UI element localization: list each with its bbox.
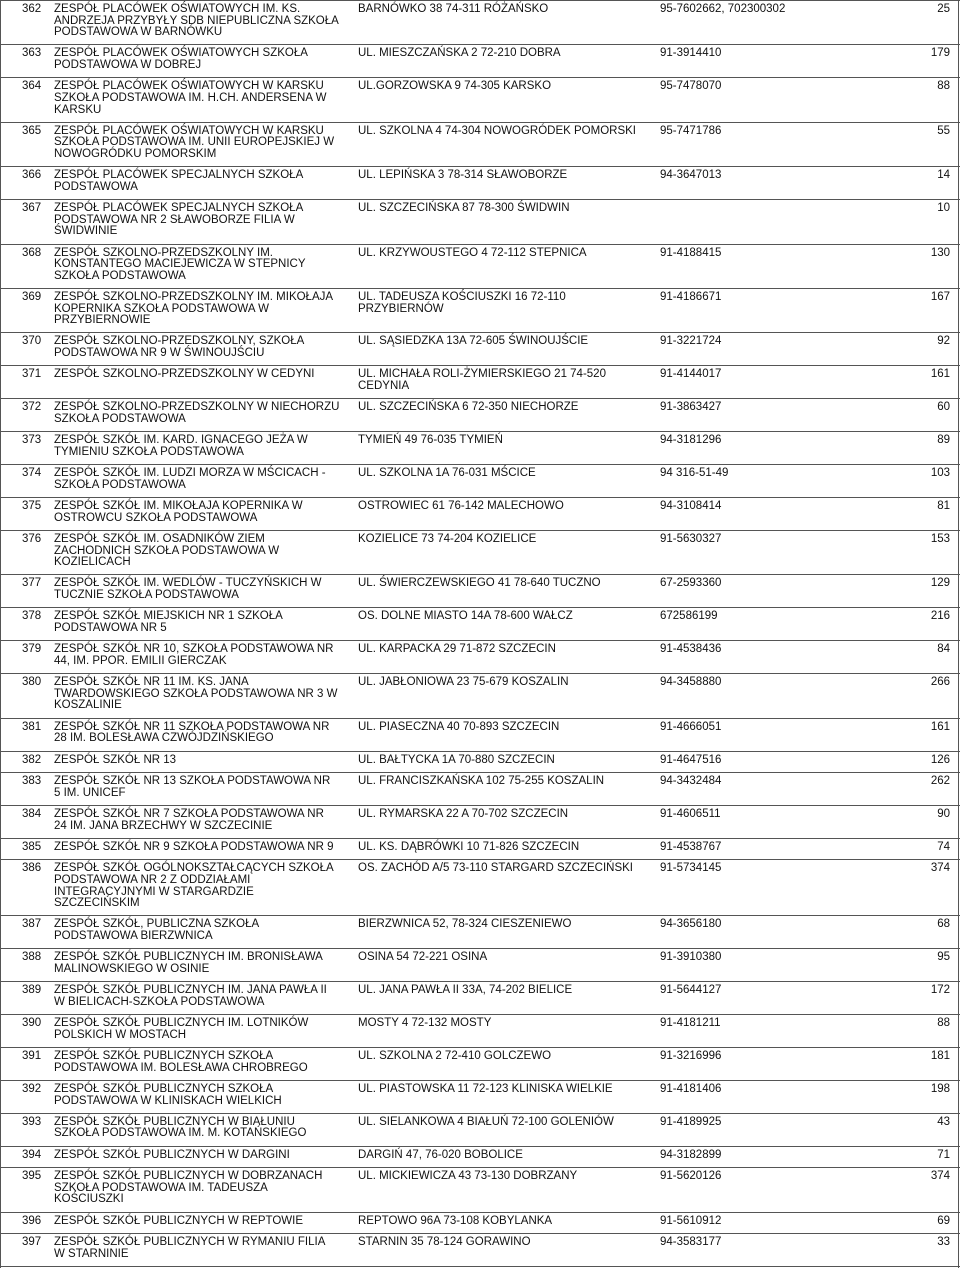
- school-phone: 91-3221724: [660, 335, 722, 348]
- student-count: 68: [937, 918, 950, 931]
- school-name: ZESPÓŁ SZKÓŁ NR 11 SZKOŁA PODSTAWOWA NR 28 IM. BOLESŁAWA CZWÓJDZIŃSKIEGO: [54, 720, 330, 745]
- student-count: 216: [930, 610, 950, 623]
- school-name: ZESPÓŁ SZKOLNO-PRZEDSZKOLNY IM. KONSTANTEGO MACIEJEWICZA W STEPNICY SZKOŁA PODSTAWOWA: [54, 246, 306, 282]
- table-row: [0, 574, 960, 607]
- school-address: UL. MICKIEWICZA 43 73-130 DOBRZANY: [358, 1170, 578, 1183]
- table-row: [0, 1014, 960, 1047]
- school-name: ZESPÓŁ SZKÓŁ IM. OSADNIKÓW ZIEM ZACHODNICH SZKOŁA PODSTAWOWA W KOZIELICACH: [54, 533, 280, 569]
- row-number: 370: [22, 335, 42, 348]
- school-phone: 91-4144017: [660, 368, 722, 381]
- school-name: ZESPÓŁ SZKÓŁ NR 10, SZKOŁA PODSTAWOWA NR 44, IM. PPOR. EMILII GIERCZAK: [54, 643, 334, 667]
- row-number: 382: [22, 753, 42, 766]
- school-phone: 94-3182899: [660, 1148, 722, 1161]
- school-name: ZESPÓŁ PLACÓWEK SPECJALNYCH SZKOŁA PODSTAWOWA: [54, 169, 304, 193]
- table-row: [0, 1146, 960, 1167]
- school-address: UL. SZKOLNA 2 72-410 GOLCZEWO: [358, 1049, 552, 1062]
- row-number: 396: [22, 1214, 42, 1227]
- student-count: 25: [937, 3, 950, 15]
- school-address: UL. MIESZCZAŃSKA 2 72-210 DOBRA: [358, 47, 561, 60]
- student-count: 89: [937, 434, 950, 447]
- school-name: ZESPÓŁ PLACÓWEK OŚWIATOWYCH IM. KS. ANDRZEJA PRZYBYŁY SDB NIEPUBLICZNA SZKOŁA PODSTAWOWA W BARNÓWKU: [54, 3, 339, 39]
- student-count: 95: [937, 951, 950, 964]
- school-phone: 91-4181406: [660, 1082, 722, 1095]
- school-phone: 67-2593360: [660, 577, 722, 590]
- table-row: [0, 44, 960, 77]
- row-number: 384: [22, 807, 42, 820]
- table-row: [0, 718, 960, 751]
- student-count: 198: [930, 1082, 950, 1095]
- table-row: [0, 1233, 960, 1266]
- school-address: MOSTY 4 72-132 MOSTY: [358, 1017, 492, 1030]
- school-name: ZESPÓŁ SZKÓŁ PUBLICZNYCH W RYMANIU FILIA W STARNINIE: [54, 1236, 326, 1260]
- table-row: [0, 772, 960, 805]
- school-phone: 91-3216996: [660, 1049, 722, 1062]
- school-phone: 91-4666051: [660, 720, 722, 733]
- school-address: UL. BAŁTYCKA 1A 70-880 SZCZECIN: [358, 753, 555, 766]
- student-count: 103: [930, 467, 950, 480]
- table-row: [0, 365, 960, 398]
- school-name: ZESPÓŁ PLACÓWEK OŚWIATOWYCH W KARSKU SZKOŁA PODSTAWOWA IM. H.CH. ANDERSENA W KARSKU: [54, 80, 327, 116]
- school-address: KOZIELICE 73 74-204 KOZIELICE: [358, 533, 537, 546]
- school-name: ZESPÓŁ SZKÓŁ PUBLICZNYCH W DARGINI: [54, 1148, 290, 1161]
- row-number: 367: [22, 202, 42, 215]
- student-count: 266: [930, 676, 950, 689]
- school-phone: 91-4188415: [660, 246, 722, 259]
- school-phone: 94-3458880: [660, 676, 722, 689]
- row-number: 378: [22, 610, 42, 623]
- row-number: 392: [22, 1082, 42, 1095]
- school-name: ZESPÓŁ SZKÓŁ PUBLICZNYCH SZKOŁA PODSTAWOWA IM. BOLESŁAWA CHROBREGO: [54, 1049, 308, 1074]
- student-count: 90: [937, 807, 950, 820]
- school-address: UL. RYMARSKA 22 A 70-702 SZCZECIN: [358, 807, 569, 820]
- row-number: 395: [22, 1170, 42, 1183]
- school-phone: 91-4538767: [660, 840, 722, 853]
- row-number: 383: [22, 775, 42, 788]
- school-phone: 91-5734145: [660, 862, 722, 875]
- table-row: [0, 1113, 960, 1146]
- school-name: ZESPÓŁ PLACÓWEK OŚWIATOWYCH W KARSKU SZKOŁA PODSTAWOWA IM. UNII EUROPEJSKIEJ W NOWOGRÓDKU POMORSKIM: [54, 124, 335, 160]
- school-phone: 672586199: [660, 610, 718, 623]
- row-number: 386: [22, 862, 42, 875]
- row-number: 376: [22, 533, 42, 546]
- row-number: 363: [22, 47, 42, 60]
- school-phone: 91-3910380: [660, 951, 722, 964]
- school-phone: 91-3863427: [660, 401, 722, 414]
- school-address: UL. SZKOLNA 4 74-304 NOWOGRÓDEK POMORSKI: [358, 124, 636, 137]
- table-row: [0, 838, 960, 859]
- school-name: ZESPÓŁ PLACÓWEK OŚWIATOWYCH SZKOŁA PODSTAWOWA W DOBREJ: [54, 47, 308, 72]
- school-name: ZESPÓŁ SZKÓŁ PUBLICZNYCH W DOBRZANACH SZKOŁA PODSTAWOWA IM. TADEUSZA KOŚCIUSZKI: [54, 1170, 323, 1206]
- school-address: UL. KS. DĄBRÓWKI 10 71-826 SZCZECIN: [358, 840, 580, 853]
- school-name: ZESPÓŁ SZKÓŁ PUBLICZNYCH IM. BRONISŁAWA MALINOWSKIEGO W OSINIE: [54, 951, 323, 975]
- student-count: 262: [930, 775, 950, 788]
- school-phone: 94-3656180: [660, 918, 722, 931]
- school-address: UL. TADEUSZA KOŚCIUSZKI 16 72-110 PRZYBIERNÓW: [358, 291, 566, 315]
- student-count: 43: [937, 1115, 950, 1128]
- student-count: 88: [937, 1017, 950, 1030]
- row-number: 389: [22, 984, 42, 997]
- school-address: OS. ZACHÓD A/5 73-110 STARGARD SZCZECIŃSKI: [358, 862, 634, 875]
- school-phone: 94-3432484: [660, 775, 722, 788]
- table-row: [0, 1047, 960, 1080]
- school-address: UL. MICHAŁA ROLI-ŻYMIERSKIEGO 21 74-520 CEDYNIA: [358, 368, 606, 392]
- row-number: 362: [22, 3, 42, 15]
- student-count: 130: [930, 246, 950, 259]
- school-phone: 94 316-51-49: [660, 467, 729, 480]
- row-number: 393: [22, 1115, 42, 1128]
- school-phone: 95-7602662, 702300302: [660, 3, 786, 15]
- school-address: OSTROWIEC 61 76-142 MALECHOWO: [358, 500, 564, 513]
- school-name: ZESPÓŁ SZKÓŁ PUBLICZNYCH W BIAŁUNIU SZKOŁA PODSTAWOWA IM. M. KOTAŃSKIEGO: [54, 1115, 307, 1140]
- table-row: [0, 805, 960, 838]
- table-row: [0, 530, 960, 574]
- row-number: 379: [22, 643, 42, 656]
- row-number: 385: [22, 840, 42, 853]
- table-row: [0, 464, 960, 497]
- school-address: UL. PIASECZNA 40 70-893 SZCZECIN: [358, 720, 560, 733]
- school-address: UL. FRANCISZKAŃSKA 102 75-255 KOSZALIN: [358, 775, 605, 788]
- row-number: 390: [22, 1017, 42, 1030]
- school-address: UL. SZCZECIŃSKA 87 78-300 ŚWIDWIN: [358, 202, 570, 215]
- school-phone: 94-3583177: [660, 1236, 722, 1249]
- school-name: ZESPÓŁ SZKÓŁ PUBLICZNYCH IM. LOTNIKÓW POLSKICH W MOSTACH: [54, 1017, 309, 1041]
- student-count: 69: [937, 1214, 950, 1227]
- table-row: [0, 640, 960, 673]
- row-number: 371: [22, 368, 42, 381]
- school-address: DARGIŃ 47, 76-020 BOBOLICE: [358, 1148, 523, 1161]
- student-count: 88: [937, 80, 950, 93]
- row-number: 394: [22, 1148, 42, 1161]
- school-address: UL. JANA PAWŁA II 33A, 74-202 BIELICE: [358, 984, 573, 997]
- school-phone: 91-3914410: [660, 47, 722, 60]
- table-row: [0, 332, 960, 365]
- school-address: REPTOWO 96A 73-108 KOBYLANKA: [358, 1214, 553, 1227]
- school-phone: 95-7471786: [660, 124, 722, 137]
- student-count: 55: [937, 124, 950, 137]
- student-count: 374: [930, 862, 950, 875]
- row-number: 387: [22, 918, 42, 931]
- student-count: 126: [930, 753, 950, 766]
- table-row: [0, 1080, 960, 1113]
- table-row: [0, 244, 960, 288]
- row-number: 388: [22, 951, 42, 964]
- school-name: ZESPÓŁ SZKOLNO-PRZEDSZKOLNY, SZKOŁA PODSTAWOWA NR 9 W ŚWINOUJŚCIU: [54, 335, 305, 360]
- school-phone: 91-5630327: [660, 533, 722, 546]
- school-phone: 91-5644127: [660, 984, 722, 997]
- school-address: OSINA 54 72-221 OSINA: [358, 951, 488, 964]
- school-phone: 91-4186671: [660, 291, 722, 304]
- school-address: UL. PIASTOWSKA 11 72-123 KLINISKA WIELKIE: [358, 1082, 613, 1095]
- school-name: ZESPÓŁ SZKÓŁ IM. MIKOŁAJA KOPERNIKA W OSTROWCU SZKOŁA PODSTAWOWA: [54, 500, 303, 524]
- school-address: UL.GORZOWSKA 9 74-305 KARSKO: [358, 80, 552, 93]
- school-address: UL. KARPACKA 29 71-872 SZCZECIN: [358, 643, 556, 656]
- table-row: [0, 199, 960, 243]
- table-row: [0, 948, 960, 981]
- row-number: 373: [22, 434, 42, 447]
- school-address: UL. ŚWIERCZEWSKIEGO 41 78-640 TUCZNO: [358, 577, 601, 590]
- school-phone: 91-4538436: [660, 643, 722, 656]
- school-phone: 94-3181296: [660, 434, 722, 447]
- row-number: 375: [22, 500, 42, 513]
- row-number: 365: [22, 124, 42, 137]
- student-count: 161: [930, 720, 950, 733]
- table-row: [0, 288, 960, 332]
- student-count: 60: [937, 401, 950, 414]
- student-count: 153: [930, 533, 950, 546]
- student-count: 129: [930, 577, 950, 590]
- school-name: ZESPÓŁ SZKÓŁ IM. WEDLÓW - TUCZYŃSKICH W TUCZNIE SZKOŁA PODSTAWOWA: [54, 577, 322, 602]
- student-count: 71: [937, 1148, 950, 1161]
- student-count: 181: [930, 1049, 950, 1062]
- school-name: ZESPÓŁ SZKÓŁ OGÓLNOKSZTAŁCĄCYCH SZKOŁA PODSTAWOWA NR 2 Z ODDZIAŁAMI INTEGRACYJNYMI W STARGARDZIE SZCZECIŃSKIM: [54, 862, 334, 910]
- school-phone: 95-7478070: [660, 80, 722, 93]
- student-count: 81: [937, 500, 950, 513]
- table-row: [0, 0, 960, 44]
- school-address: UL. SIELANKOWA 4 BIAŁUŃ 72-100 GOLENIÓW: [358, 1115, 614, 1128]
- school-address: TYMIEŃ 49 76-035 TYMIEŃ: [358, 434, 503, 447]
- school-address: UL. SZKOLNA 1A 76-031 MŚCICE: [358, 467, 536, 480]
- school-address: BIERZWNICA 52, 78-324 CIESZENIEWO: [358, 918, 572, 931]
- school-phone: 91-4647516: [660, 753, 722, 766]
- table-row: [0, 166, 960, 199]
- school-address: BARNÓWKO 38 74-311 RÓŻAŃSKO: [358, 3, 549, 15]
- school-phone: 94-3647013: [660, 169, 722, 182]
- school-name: ZESPÓŁ SZKÓŁ PUBLICZNYCH IM. JANA PAWŁA II W BIELICACH-SZKOŁA PODSTAWOWA: [54, 984, 327, 1008]
- row-number: 380: [22, 676, 42, 689]
- row-number: 391: [22, 1049, 42, 1062]
- school-address: STARNIN 35 78-124 GORAWINO: [358, 1236, 531, 1249]
- table-row: [0, 915, 960, 948]
- student-count: 374: [930, 1170, 950, 1183]
- school-name: ZESPÓŁ PLACÓWEK SPECJALNYCH SZKOŁA PODSTAWOWA NR 2 SŁAWOBORZE FILIA W ŚWIDWINIE: [54, 202, 304, 238]
- row-number: 366: [22, 169, 42, 182]
- school-phone: 91-5610912: [660, 1214, 722, 1227]
- school-name: ZESPÓŁ SZKÓŁ NR 11 IM. KS. JANA TWARDOWSKIEGO SZKOŁA PODSTAWOWA NR 3 W KOSZALINIE: [54, 676, 338, 712]
- row-divider: [0, 1266, 960, 1267]
- school-name: ZESPÓŁ SZKÓŁ PUBLICZNYCH W REPTOWIE: [54, 1214, 303, 1227]
- row-number: 377: [22, 577, 42, 590]
- student-count: 161: [930, 368, 950, 381]
- table-row: [0, 859, 960, 915]
- school-address: UL. LEPIŃSKA 3 78-314 SŁAWOBORZE: [358, 169, 568, 182]
- school-name: ZESPÓŁ SZKÓŁ PUBLICZNYCH SZKOŁA PODSTAWOWA W KLINISKACH WIELKICH: [54, 1082, 282, 1107]
- school-address: UL. SZCZECIŃSKA 6 72-350 NIECHORZE: [358, 401, 579, 414]
- school-phone: 91-4181211: [660, 1017, 721, 1030]
- school-name: ZESPÓŁ SZKOLNO-PRZEDSZKOLNY W CEDYNI: [54, 368, 315, 381]
- school-name: ZESPÓŁ SZKÓŁ NR 13 SZKOŁA PODSTAWOWA NR 5 IM. UNICEF: [54, 775, 331, 799]
- table-row: [0, 1167, 960, 1211]
- school-address: UL. KRZYWOUSTEGO 4 72-112 STEPNICA: [358, 246, 587, 259]
- row-number: 364: [22, 80, 42, 93]
- student-count: 10: [937, 202, 950, 215]
- school-address: UL. JABŁONIOWA 23 75-679 KOSZALIN: [358, 676, 569, 689]
- school-phone: 91-4189925: [660, 1115, 722, 1128]
- school-phone: 91-5620126: [660, 1170, 722, 1183]
- school-name: ZESPÓŁ SZKÓŁ, PUBLICZNA SZKOŁA PODSTAWOWA BIERZWNICA: [54, 918, 260, 942]
- school-name: ZESPÓŁ SZKÓŁ NR 7 SZKOŁA PODSTAWOWA NR 24 IM. JANA BRZECHWY W SZCZECINIE: [54, 807, 324, 832]
- student-count: 179: [930, 47, 950, 60]
- table-row: [0, 122, 960, 166]
- table-row: [0, 431, 960, 464]
- school-name: ZESPÓŁ SZKÓŁ NR 9 SZKOŁA PODSTAWOWA NR 9: [54, 840, 334, 853]
- table-row: [0, 673, 960, 717]
- school-name: ZESPÓŁ SZKOLNO-PRZEDSZKOLNY W NIECHORZU SZKOŁA PODSTAWOWA: [54, 401, 340, 425]
- row-number: 372: [22, 401, 42, 414]
- row-number: 397: [22, 1236, 42, 1249]
- table-row: [0, 1212, 960, 1233]
- school-phone: 94-3108414: [660, 500, 722, 513]
- school-name: ZESPÓŁ SZKÓŁ MIEJSKICH NR 1 SZKOŁA PODSTAWOWA NR 5: [54, 610, 283, 634]
- student-count: 92: [937, 335, 950, 348]
- table-row: [0, 497, 960, 530]
- row-number: 368: [22, 246, 42, 259]
- row-number: 369: [22, 291, 42, 304]
- student-count: 167: [930, 291, 950, 304]
- school-name: ZESPÓŁ SZKÓŁ IM. KARD. IGNACEGO JEŻA W TYMIENIU SZKOŁA PODSTAWOWA: [54, 434, 308, 458]
- table-row: [0, 981, 960, 1014]
- table-row: [0, 607, 960, 640]
- table-row: [0, 398, 960, 431]
- row-number: 374: [22, 467, 42, 480]
- school-name: ZESPÓŁ SZKÓŁ NR 13: [54, 753, 177, 766]
- school-phone: 91-4606511: [660, 807, 721, 820]
- student-count: 84: [937, 643, 950, 656]
- school-name: ZESPÓŁ SZKOLNO-PRZEDSZKOLNY IM. MIKOŁAJA KOPERNIKA SZKOŁA PODSTAWOWA W PRZYBIERNOWIE: [54, 291, 334, 327]
- row-number: 381: [22, 720, 42, 733]
- student-count: 33: [937, 1236, 950, 1249]
- student-count: 74: [937, 840, 950, 853]
- table-row: [0, 77, 960, 121]
- student-count: 14: [937, 169, 950, 182]
- school-name: ZESPÓŁ SZKÓŁ IM. LUDZI MORZA W MŚCICACH - SZKOŁA PODSTAWOWA: [54, 467, 326, 491]
- student-count: 172: [930, 984, 950, 997]
- table-row: [0, 751, 960, 772]
- school-address: UL. SĄSIEDZKA 13A 72-605 ŚWINOUJŚCIE: [358, 335, 589, 348]
- school-address: OS. DOLNE MIASTO 14A 78-600 WAŁCZ: [358, 610, 573, 623]
